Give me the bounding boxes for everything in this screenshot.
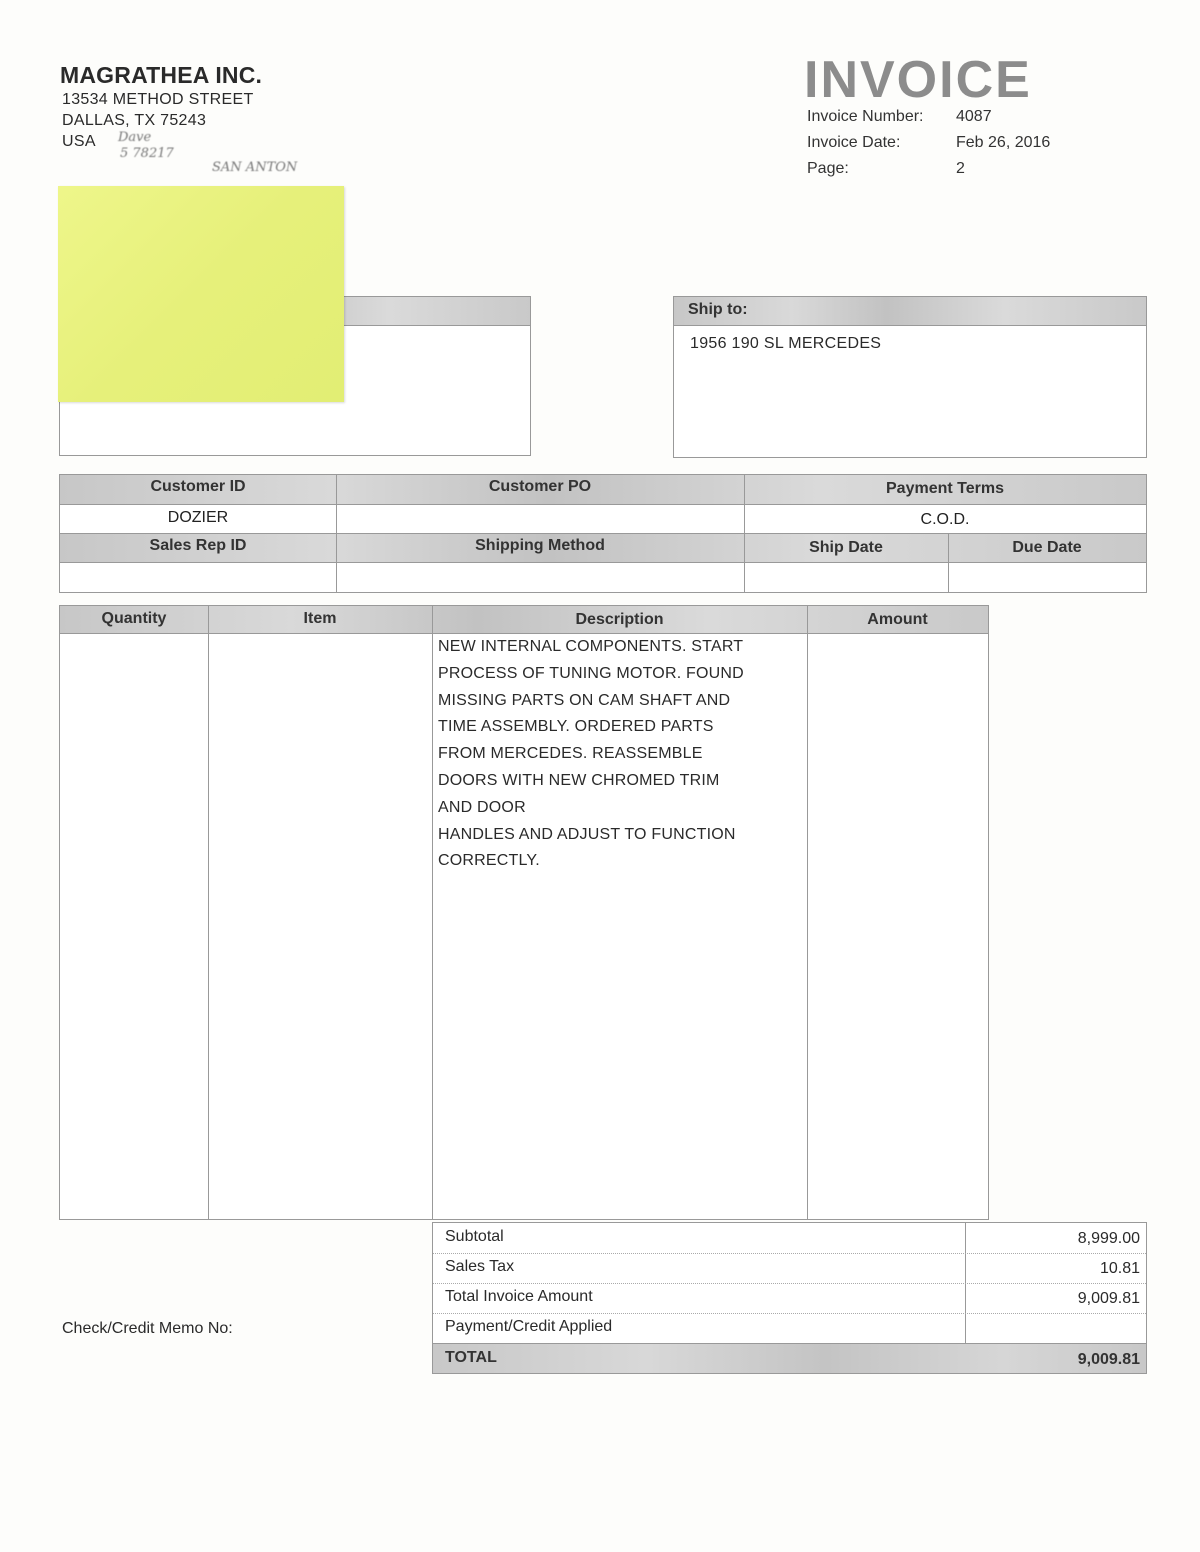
handwritten-note [112,130,322,180]
company-address-city: DALLAS, TX 75243 [62,112,207,129]
company-address-street: 13534 METHOD STREET [62,91,254,108]
subtotal-value: 8,999.00 [1077,1230,1140,1247]
invoice-number-label: Invoice Number: [807,108,924,125]
grand-total-label: TOTAL [445,1349,497,1366]
customer-info-grid [59,474,1147,593]
invoice-title: INVOICE [804,51,1032,109]
page-number: 2 [956,160,965,177]
totals-table [432,1222,1147,1374]
handwritten-line: 5 78217 [120,146,174,161]
ship-to-label: Ship to: [688,301,748,318]
payment-credit-row [433,1313,1146,1343]
item-header: Item [303,610,337,627]
amount-header: Amount [867,611,928,628]
description-header: Description [575,611,664,628]
grand-total-value: 9,009.81 [1077,1351,1140,1368]
description-line: DOORS WITH NEW CHROMED TRIM [438,771,720,789]
company-address-country: USA [62,133,96,150]
ship-to-box [673,296,1147,458]
shipping-method-label: Shipping Method [475,537,605,554]
description-line: HANDLES AND ADJUST TO FUNCTION [438,825,736,843]
subtotal-label: Subtotal [445,1228,504,1245]
invoice-number: 4087 [956,108,992,125]
handwritten-line: SAN ANTON [212,160,298,175]
customer-id-label: Customer ID [150,478,246,495]
due-date-label: Due Date [1012,539,1082,556]
description-line: CORRECTLY. [438,852,540,870]
description-line: MISSING PARTS ON CAM SHAFT AND [438,691,731,709]
payment-credit-label: Payment/Credit Applied [445,1318,613,1335]
total-invoice-row [433,1283,1146,1313]
description-line: NEW INTERNAL COMPONENTS. START [438,638,744,655]
handwritten-line: Dave [118,130,152,145]
company-name: MAGRATHEA INC. [60,62,263,88]
grand-total-row [433,1344,1146,1373]
quantity-header: Quantity [101,610,167,627]
sticky-note-redaction [58,186,344,402]
invoice-date-label: Invoice Date: [807,134,901,151]
ship-date-label: Ship Date [809,539,883,556]
invoice-date: Feb 26, 2016 [956,134,1051,151]
sales-tax-value: 10.81 [1099,1260,1140,1277]
customer-po-label: Customer PO [488,478,592,495]
line-items-table [59,605,989,1220]
description-line: AND DOOR [438,798,526,816]
total-invoice-value: 9,009.81 [1077,1290,1140,1307]
subtotal-row [433,1223,1146,1253]
customer-id-value: DOZIER [167,509,229,526]
item-description [438,634,798,875]
page-label: Page: [807,160,849,177]
description-line: FROM MERCEDES. REASSEMBLE [438,745,703,763]
total-invoice-label: Total Invoice Amount [445,1288,593,1305]
description-line: TIME ASSEMBLY. ORDERED PARTS [438,718,714,736]
payment-terms-value: C.O.D. [920,511,970,528]
payment-terms-label: Payment Terms [886,480,1004,497]
ship-to-header [674,297,1146,326]
description-line: PROCESS OF TUNING MOTOR. FOUND [438,664,744,682]
check-credit-memo-label: Check/Credit Memo No: [62,1320,233,1337]
sales-tax-label: Sales Tax [445,1258,515,1275]
sales-tax-row [433,1253,1146,1283]
sales-rep-label: Sales Rep ID [149,537,247,554]
ship-to-value: 1956 190 SL MERCEDES [690,335,882,352]
